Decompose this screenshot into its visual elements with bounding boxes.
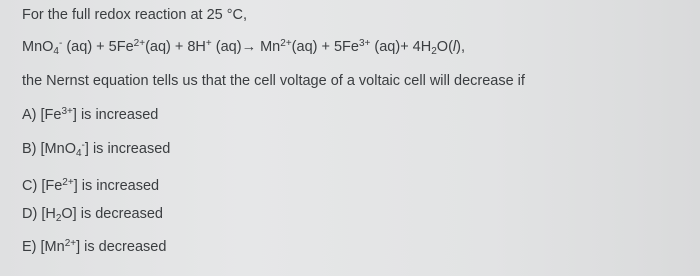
- option-b-sup: -: [81, 140, 85, 151]
- option-b-prefix: B) [MnO: [22, 141, 76, 157]
- option-a-prefix: A) [Fe: [22, 107, 62, 123]
- eq-mno4-state: (aq) + 5Fe: [62, 39, 134, 55]
- eq-mno4-sub: 4: [53, 46, 59, 57]
- option-e-suffix: ] is decreased: [76, 239, 167, 255]
- eq-h-sup: +: [205, 38, 212, 49]
- eq-mn2-sup: 2+: [280, 38, 292, 49]
- question-intro: [22, 6, 247, 24]
- option-c[interactable]: [22, 177, 159, 195]
- option-d-suffix: O] is decreased: [61, 206, 163, 222]
- reaction-equation: [22, 38, 465, 56]
- eq-fe3-state: (aq)+ 4H: [370, 39, 432, 55]
- eq-mno4-sup: -: [58, 38, 63, 49]
- option-c-suffix: ] is increased: [73, 178, 160, 194]
- option-b-suffix: ] is increased: [84, 141, 171, 157]
- option-b[interactable]: [22, 140, 170, 158]
- option-b-sub: 4: [75, 148, 82, 159]
- eq-h2o-end: ),: [456, 39, 465, 55]
- option-a-suffix: ] is increased: [72, 107, 159, 123]
- option-d[interactable]: [22, 205, 163, 223]
- option-e[interactable]: [22, 238, 166, 256]
- eq-h2o-phase: l: [452, 39, 457, 55]
- option-c-sup: 2+: [62, 177, 74, 188]
- option-c-prefix: C) [Fe: [22, 178, 63, 194]
- eq-fe2-sup: 2+: [133, 38, 146, 49]
- option-e-sup: 2+: [64, 238, 77, 249]
- option-d-sub: 2: [55, 213, 62, 224]
- eq-mn2-state: (aq) + 5Fe: [291, 39, 359, 55]
- eq-arrow: (aq)→ Mn: [211, 39, 281, 55]
- question-stem: [22, 72, 525, 90]
- eq-fe2-state: (aq) + 8H: [145, 39, 206, 55]
- eq-fe3-sup: 3+: [358, 38, 371, 49]
- eq-h2o-state: O(: [436, 39, 453, 55]
- eq-mno4: MnO: [22, 39, 54, 55]
- intro-text: For the full redox reaction at 25 °C,: [22, 7, 248, 23]
- option-a[interactable]: [22, 106, 158, 124]
- option-d-prefix: D) [H: [22, 206, 56, 222]
- option-e-prefix: E) [Mn: [22, 239, 65, 255]
- option-a-sup: 3+: [61, 106, 73, 117]
- eq-h2o-sub: 2: [431, 46, 437, 57]
- stem-text: the Nernst equation tells us that the cell voltage of a voltaic cell will decrease if: [22, 73, 525, 89]
